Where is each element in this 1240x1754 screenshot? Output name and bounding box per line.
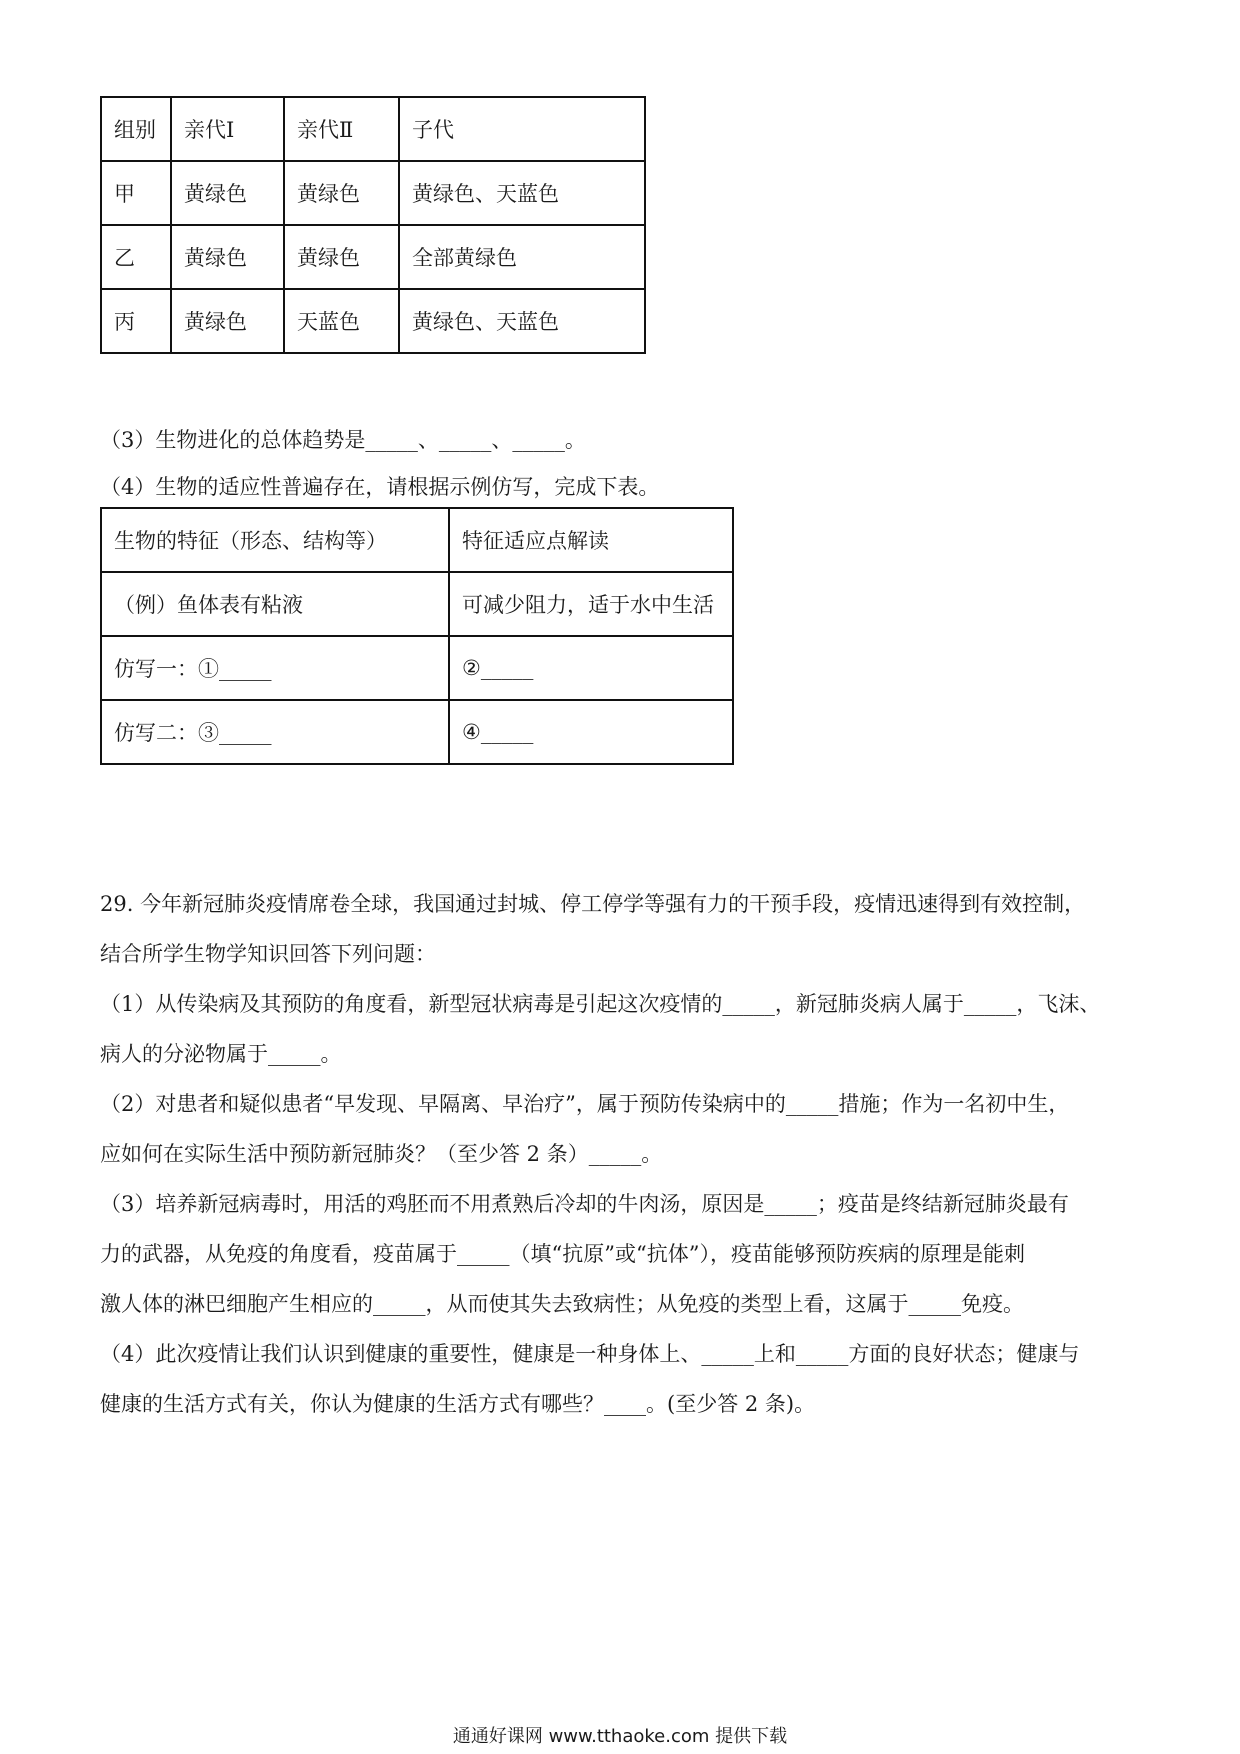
table-header-cell: 子代: [399, 97, 645, 161]
table-cell: 天蓝色: [284, 289, 399, 353]
table-header-cell: 特征适应点解读: [449, 508, 733, 572]
question-29-line: （4）此次疫情让我们认识到健康的重要性，健康是一种身体上、_____上和_____方面的良好状态；健康与: [100, 1342, 1080, 1366]
question-29-line: （2）对患者和疑似患者“早发现、早隔离、早治疗”，属于预防传染病中的_____措施；作为一名初中生，: [100, 1092, 1070, 1116]
table-header-cell: 亲代Ⅱ: [284, 97, 399, 161]
table-cell: 乙: [101, 225, 171, 289]
question-29-line: 病人的分泌物属于_____。: [100, 1042, 342, 1066]
question-29-line: 激人体的淋巴细胞产生相应的_____，从而使其失去致病性；从免疫的类型上看，这属于_____免疫。: [100, 1292, 1024, 1316]
question-29-line: （1）从传染病及其预防的角度看，新型冠状病毒是引起这次疫情的_____，新冠肺炎病人属于_____，飞沫、: [100, 992, 1101, 1016]
table-cell: （例）鱼体表有粘液: [101, 572, 449, 636]
table-cell: 仿写一：①_____: [101, 636, 449, 700]
question-4-text: （4）生物的适应性普遍存在，请根据示例仿写，完成下表。: [100, 475, 660, 499]
question-29-line: 应如何在实际生活中预防新冠肺炎？（至少答 2 条）_____。: [100, 1142, 663, 1166]
table-row: [101, 700, 733, 764]
table-cell: 全部黄绿色: [399, 225, 645, 289]
table-cell: 甲: [101, 161, 171, 225]
table-header-row: [101, 508, 733, 572]
table-header-row: [101, 97, 645, 161]
table-row: [101, 289, 645, 353]
table-row: [101, 225, 645, 289]
question-3-text: （3）生物进化的总体趋势是_____、_____、_____。: [100, 428, 586, 452]
table-cell: 仿写二：③_____: [101, 700, 449, 764]
adaptation-table: [100, 507, 734, 765]
question-29-line: 健康的生活方式有关，你认为健康的生活方式有哪些？____。(至少答 2 条)。: [100, 1392, 816, 1416]
table-header-cell: 亲代Ⅰ: [171, 97, 284, 161]
table-cell: ④_____: [449, 700, 733, 764]
table-row: [101, 572, 733, 636]
page-footer: 通通好课网 www.tthaoke.com 提供下载: [452, 1726, 788, 1747]
question-29-line: （3）培养新冠病毒时，用活的鸡胚而不用煮熟后冷却的牛肉汤，原因是_____；疫苗是终结新冠肺炎最有: [100, 1192, 1069, 1216]
table-cell: 黄绿色: [284, 225, 399, 289]
table-cell: 黄绿色: [171, 161, 284, 225]
table-cell: 黄绿色: [171, 225, 284, 289]
inheritance-table: [100, 96, 646, 354]
question-29-line: 结合所学生物学知识回答下列问题：: [100, 942, 436, 966]
table-cell: 黄绿色: [284, 161, 399, 225]
table-cell: ②_____: [449, 636, 733, 700]
table-cell: 黄绿色: [171, 289, 284, 353]
table-header-cell: 生物的特征（形态、结构等）: [101, 508, 449, 572]
table-cell: 可减少阻力，适于水中生活: [449, 572, 733, 636]
question-29-line: 力的武器，从免疫的角度看，疫苗属于_____（填“抗原”或“抗体”），疫苗能够预防疾病的原理是能刺: [100, 1242, 1025, 1266]
table-cell: 黄绿色、天蓝色: [399, 161, 645, 225]
table-cell: 丙: [101, 289, 171, 353]
table-cell: 黄绿色、天蓝色: [399, 289, 645, 353]
table-header-cell: 组别: [101, 97, 171, 161]
table-row: [101, 161, 645, 225]
question-29-line: 29. 今年新冠肺炎疫情席卷全球，我国通过封城、停工停学等强有力的干预手段，疫情迅速得到有效控制，: [100, 892, 1086, 916]
table-row: [101, 636, 733, 700]
